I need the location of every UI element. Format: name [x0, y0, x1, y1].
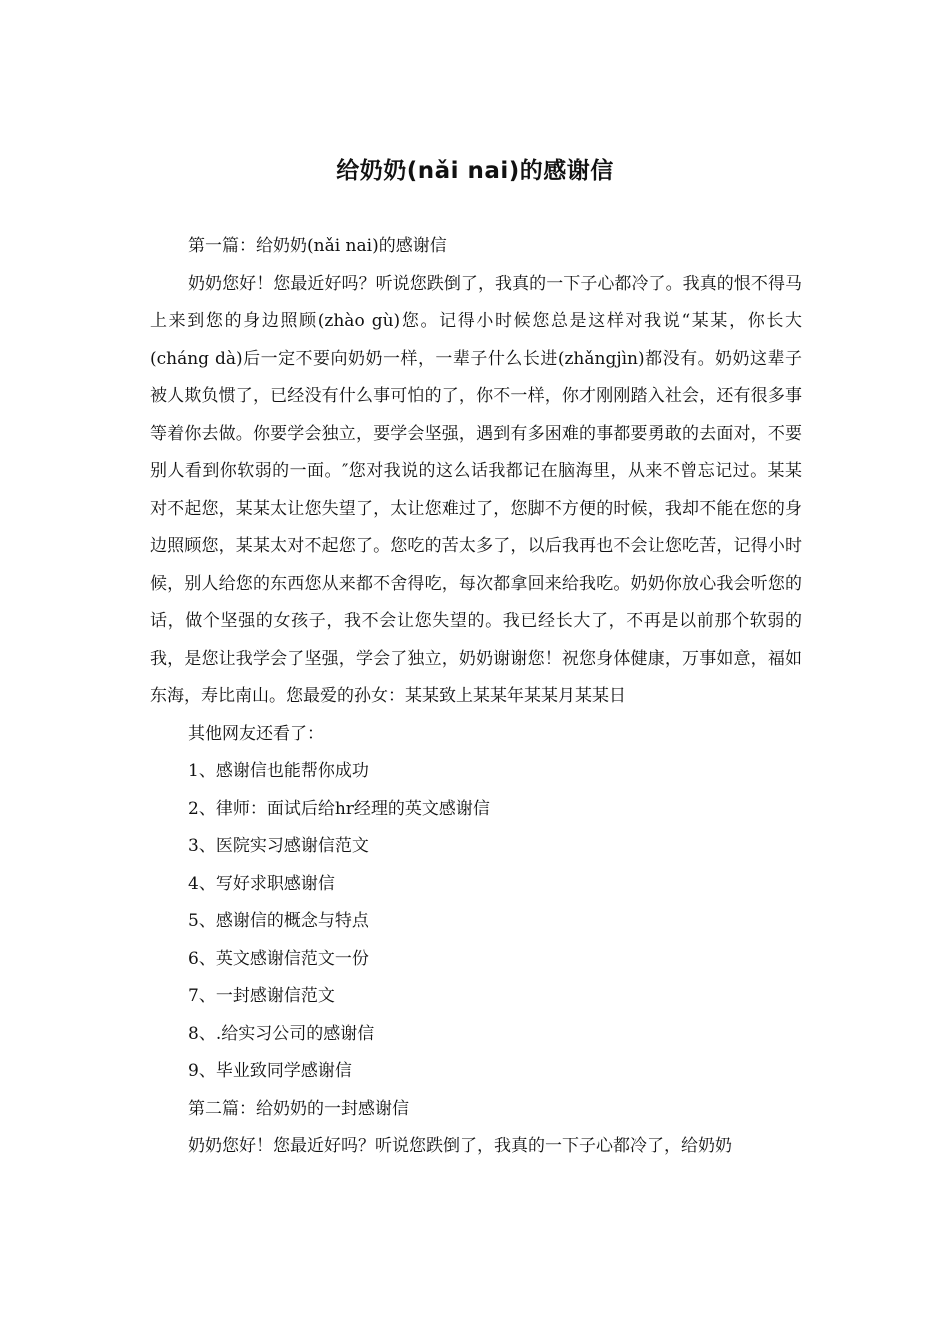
- section-heading-1: 第一篇：给奶奶(nǎi nai)的感谢信: [188, 236, 447, 256]
- letter-paragraph-1: 奶奶您好！您最近好吗？听说您跌倒了，我真的一下子心都冷了。我真的恨不得马上来到您的身边照顾(zhào gù)您。记得小时候您总是这样对我说“某某，你长大(cháng dà)后一定不要向奶奶一样，一辈子什么长进(zhǎngjìn)都没有。奶奶这辈子被人欺负惯了，已经没有什么事可怕的了，你不一样，你才刚刚踏入社会，还有很多事等着你去做。你要学会独立，要学会坚强，遇到有多困难的事都要勇敢的去面对，不要别人看到你软弱的一面。″您对我说的这么话我都记在脑海里，从来不曾忘记过。某某对不起您，某某太让您失望了，太让您难过了，您脚不方便的时候，我却不能在您的身边照顾您，某某太对不起您了。您吃的苦太多了，以后我再也不会让您吃苦，记得小时候，别人给您的东西您从来都不舍得吃，每次都拿回来给我吃。奶奶你放心我会听您的话，做个坚强的女孩子，我不会让您失望的。我已经长大了，不再是以前那个软弱的我，是您让我学会了坚强，学会了独立，奶奶谢谢您！祝您身体健康，万事如意，福如东海，寿比南山。您最爱的孙女：某某致上某某年某某月某某日: [150, 273, 802, 706]
- related-link-5[interactable]: 5、感谢信的概念与特点: [188, 911, 369, 931]
- related-link-2[interactable]: 2、律师：面试后给hr经理的英文感谢信: [188, 798, 490, 819]
- related-link-8[interactable]: 8、.给实习公司的感谢信: [188, 1023, 375, 1044]
- related-label: 其他网友还看了：: [188, 723, 324, 744]
- related-link-6[interactable]: 6、英文感谢信范文一份: [188, 948, 369, 969]
- document-body: [150, 228, 802, 1166]
- related-link-4[interactable]: 4、写好求职感谢信: [188, 873, 335, 894]
- related-link-1[interactable]: 1、感谢信也能帮你成功: [188, 761, 369, 781]
- section-heading-2: 第二篇：给奶奶的一封感谢信: [188, 1098, 409, 1119]
- related-link-3[interactable]: 3、医院实习感谢信范文: [188, 836, 369, 856]
- related-link-7[interactable]: 7、一封感谢信范文: [188, 986, 335, 1006]
- letter-paragraph-2: 奶奶您好！您最近好吗？听说您跌倒了，我真的一下子心都冷了，给奶奶: [188, 1136, 732, 1156]
- page-title: 给奶奶(nǎi nai)的感谢信: [336, 158, 614, 184]
- related-link-9[interactable]: 9、毕业致同学感谢信: [188, 1061, 352, 1081]
